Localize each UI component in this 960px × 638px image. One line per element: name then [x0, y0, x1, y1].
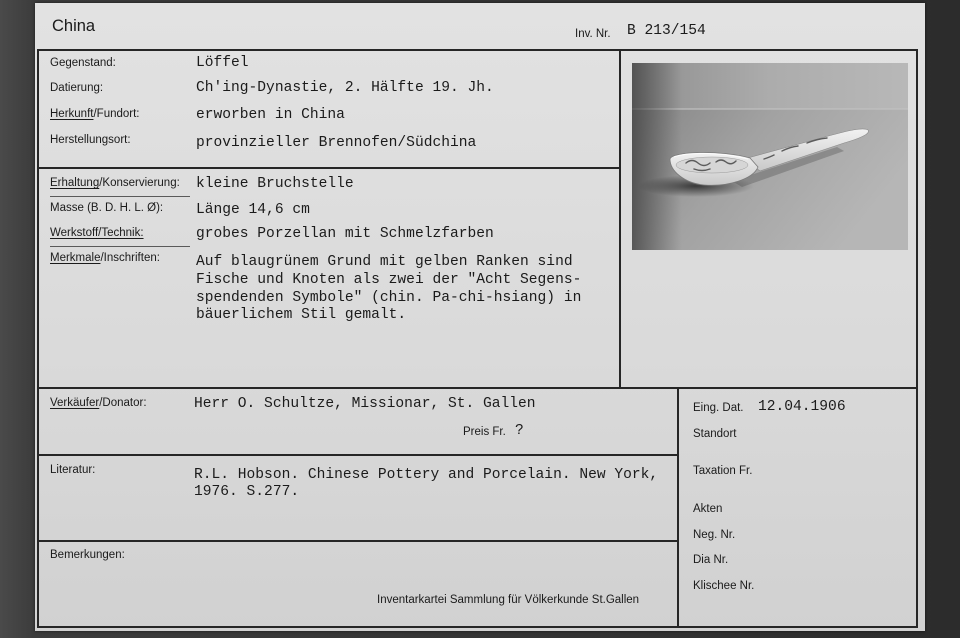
rule-bemerkungen	[38, 540, 678, 542]
literatur-label: Literatur:	[50, 464, 96, 476]
preis-value: ?	[515, 423, 524, 439]
herkunft-value: erworben in China	[196, 107, 345, 123]
merkmale-label	[50, 252, 160, 265]
rule-vertical-photo	[619, 49, 621, 389]
rule-bottom	[38, 626, 918, 628]
literatur-line-1: R.L. Hobson. Chinese Pottery and Porcelain. New York,	[194, 467, 659, 483]
rule-under-werkstoff	[50, 246, 190, 247]
rule-middle	[38, 387, 918, 389]
dia-nr-label: Dia Nr.	[693, 554, 729, 566]
rule-left-border	[37, 49, 39, 628]
verkaeufer-label	[50, 397, 147, 410]
erhaltung-label-rest: /Konservierung:	[99, 177, 180, 189]
rule-top	[38, 49, 918, 51]
erhaltung-value: kleine Bruchstelle	[196, 176, 354, 192]
rule-right-border	[916, 49, 918, 628]
akten-label: Akten	[693, 503, 723, 515]
footer-caption: Inventarkartei Sammlung für Völkerkunde St.Gallen	[377, 594, 640, 606]
masse-value: Länge 14,6 cm	[196, 202, 310, 218]
gegenstand-label: Gegenstand:	[50, 57, 116, 69]
erhaltung-label-underlined: Erhaltung	[50, 177, 100, 189]
datierung-label: Datierung:	[50, 82, 104, 94]
werkstoff-label	[50, 227, 144, 240]
datierung-value: Ch'ing-Dynastie, 2. Hälfte 19. Jh.	[196, 80, 494, 96]
taxation-label: Taxation Fr.	[693, 465, 753, 477]
werkstoff-label-underlined: Werkstoff/Technik:	[50, 227, 144, 239]
merkmale-line-4: bäuerlichem Stil gemalt.	[196, 307, 407, 323]
region-title: China	[52, 17, 96, 35]
herkunft-label	[50, 108, 140, 121]
bemerkungen-label: Bemerkungen:	[50, 549, 125, 561]
masse-label: Masse (B. D. H. L. Ø):	[50, 202, 164, 214]
herstellungsort-value: provinzieller Brennofen/Südchina	[196, 135, 477, 151]
verkaeufer-label-rest: /Donator:	[99, 397, 147, 409]
spoon-bowl-inner	[676, 157, 748, 173]
inv-nr-label: Inv. Nr.	[575, 28, 611, 40]
rule-object-section	[38, 167, 620, 169]
rule-vertical-admin	[677, 387, 679, 628]
rule-under-erhaltung	[50, 196, 190, 197]
merkmale-line-2: Fische und Knoten als zwei der "Acht Segens-	[196, 272, 582, 288]
merkmale-label-underlined: Merkmale	[50, 252, 101, 264]
merkmale-label-rest: /Inschriften:	[100, 252, 160, 264]
eing-dat-value: 12.04.1906	[758, 399, 846, 415]
merkmale-line-1: Auf blaugrünem Grund mit gelben Ranken sind	[196, 254, 573, 270]
eing-dat-label: Eing. Dat.	[693, 402, 744, 414]
standort-label: Standort	[693, 428, 737, 440]
herstellungsort-label: Herstellungsort:	[50, 134, 131, 146]
merkmale-line-3: spendenden Symbole" (chin. Pa-chi-hsiang) in	[196, 290, 582, 306]
werkstoff-value: grobes Porzellan mit Schmelzfarben	[196, 226, 494, 242]
herkunft-label-underlined: Herkunft	[50, 108, 94, 120]
neg-nr-label: Neg. Nr.	[693, 529, 736, 541]
verkaeufer-value: Herr O. Schultze, Missionar, St. Gallen	[194, 396, 536, 412]
herkunft-label-rest: /Fundort:	[93, 108, 140, 120]
erhaltung-label	[50, 177, 180, 190]
klischee-nr-label: Klischee Nr.	[693, 580, 755, 592]
object-photo	[632, 63, 908, 250]
verkaeufer-label-underlined: Verkäufer	[50, 397, 100, 409]
literatur-line-2: 1976. S.277.	[194, 484, 300, 500]
inv-nr-value: B 213/154	[627, 23, 706, 39]
gegenstand-value: Löffel	[196, 55, 249, 71]
rule-literatur	[38, 454, 678, 456]
preis-label: Preis Fr.	[463, 426, 506, 438]
